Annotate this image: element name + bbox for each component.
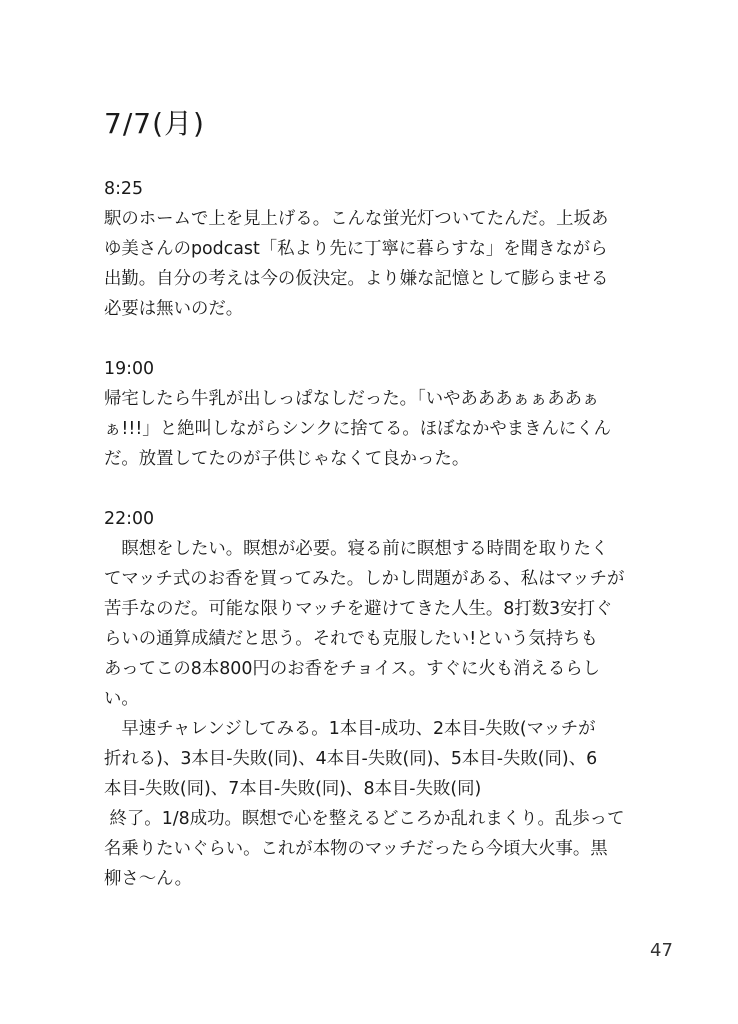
entry-line: 早速チャレンジしてみる。1本目-成功、2本目-失敗(マッチが (104, 719, 596, 739)
entry-line: 柳さ〜ん。 (104, 869, 192, 889)
entry-line: い。 (104, 689, 139, 709)
entry-line: 折れる)、3本目-失敗(同)、4本目-失敗(同)、5本目-失敗(同)、6 (104, 749, 598, 769)
diary-body (104, 174, 640, 924)
entry-line: らいの通算成績だと思う。それでも克服したい!という気持ちも (104, 629, 598, 649)
entry-line: ゆ美さんのpodcast「私より先に丁寧に暮らすな」を聞きながら (104, 239, 608, 259)
entry-time: 19:00 (104, 359, 155, 379)
entry-line: あってこの8本800円のお香をチョイス。すぐに火も消えるらし (104, 659, 601, 679)
entry-time: 8:25 (104, 179, 144, 199)
entry-line: てマッチ式のお香を買ってみた。しかし問題がある、私はマッチが (104, 569, 625, 589)
entry-line: 苦手なのだ。可能な限りマッチを避けてきた人生。8打数3安打ぐ (104, 599, 613, 619)
entry-line: 瞑想をしたい。瞑想が必要。寝る前に瞑想する時間を取りたく (104, 539, 609, 559)
entry-line: 必要は無いのだ。 (104, 299, 244, 319)
entry-line: 本目-失敗(同)、7本目-失敗(同)、8本目-失敗(同) (104, 779, 482, 799)
entry-line: 駅のホームで上を見上げる。こんな蛍光灯ついてたんだ。上坂あ (104, 209, 609, 229)
entry-line: 終了。1/8成功。瞑想で心を整えるどころか乱れまくり。乱歩って (104, 809, 625, 829)
diary-entry-morning (104, 174, 640, 324)
entry-line: だ。放置してたのが子供じゃなくて良かった。 (104, 449, 470, 469)
diary-entry-night (104, 504, 640, 894)
page-number: 47 (650, 940, 673, 961)
entry-line: ぁ!!!」と絶叫しながらシンクに捨てる。ほぼなかやまきんにくん (104, 419, 612, 439)
diary-entry-evening (104, 354, 640, 474)
page-title: 7/7(月) (104, 107, 205, 140)
entry-time: 22:00 (104, 509, 155, 529)
entry-line: 出勤。自分の考えは今の仮決定。より嫌な記憶として膨らませる (104, 269, 609, 289)
entry-line: 名乗りたいぐらい。これが本物のマッチだったら今頃大火事。黒 (104, 839, 608, 859)
entry-line: 帰宅したら牛乳が出しっぱなしだった。「いやあああぁぁああぁ (104, 389, 600, 409)
